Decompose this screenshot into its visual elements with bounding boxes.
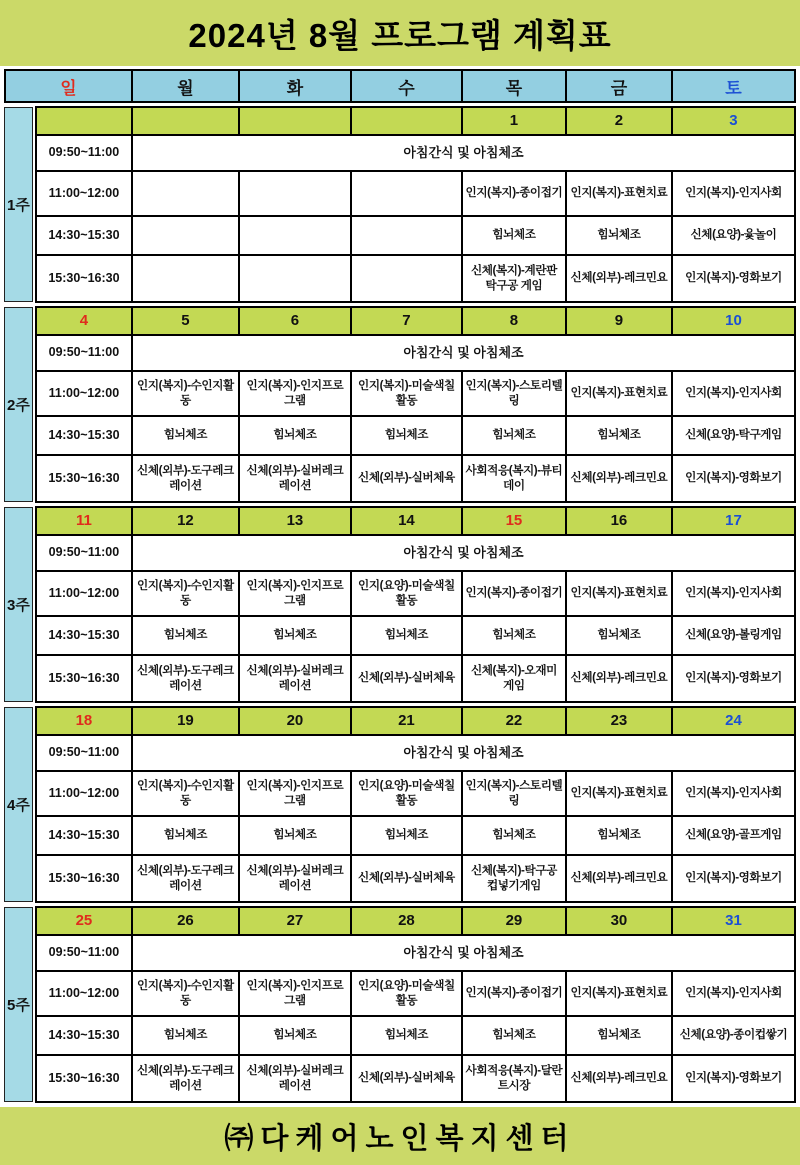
activity-cell: 신체(외부)-실버레크레이션 [240, 656, 352, 701]
page-title: 2024년 8월 프로그램 계획표 [0, 0, 800, 66]
activity-cell: 인지(복지)-인지프로그램 [240, 372, 352, 417]
activity-cell: 신체(외부)-도구레크레이션 [133, 656, 240, 701]
week-label: 5주 [4, 907, 33, 1102]
date-cell: 21 [352, 708, 463, 736]
week-block [4, 706, 796, 903]
date-cell: 20 [240, 708, 352, 736]
week-block [4, 306, 796, 503]
activity-cell: 인지(복지)-스토리텔링 [463, 772, 567, 817]
activity-cell: 인지(복지)-영화보기 [673, 656, 794, 701]
activity-cell [133, 172, 240, 217]
weeks-container [4, 106, 796, 1103]
date-cell: 26 [133, 908, 240, 936]
date-cell: 30 [567, 908, 673, 936]
date-cell: 31 [673, 908, 794, 936]
activity-cell: 신체(외부)-레크민요 [567, 856, 673, 901]
weekday-header-cell: 월 [133, 71, 240, 101]
morning-activity-cell: 아침간식 및 아침체조 [133, 136, 794, 172]
activity-cell [133, 256, 240, 301]
date-cell: 8 [463, 308, 567, 336]
activity-cell: 신체(복지)-계란판 탁구공 게임 [463, 256, 567, 301]
activity-cell: 인지(복지)-스토리텔링 [463, 372, 567, 417]
activity-cell: 인지(복지)-표현치료 [567, 772, 673, 817]
week-label: 1주 [4, 107, 33, 302]
time-cell: 15:30~16:30 [37, 856, 133, 901]
activity-cell: 인지(복지)-인지사회 [673, 172, 794, 217]
activity-cell: 인지(복지)-영화보기 [673, 256, 794, 301]
date-cell: 9 [567, 308, 673, 336]
date-cell: 11 [37, 508, 133, 536]
activity-cell: 인지(복지)-표현치료 [567, 972, 673, 1017]
weekday-header-cell: 토 [725, 78, 742, 98]
activity-cell: 인지(요양)-미술색칠활동 [352, 572, 463, 617]
activity-cell: 힘뇌체조 [352, 617, 463, 656]
activity-cell: 힘뇌체조 [240, 417, 352, 456]
date-cell: 16 [567, 508, 673, 536]
time-cell: 15:30~16:30 [37, 656, 133, 701]
weekday-header-cell: 수 [352, 71, 463, 101]
activity-cell: 힘뇌체조 [133, 1017, 240, 1056]
activity-cell: 인지(복지)-표현치료 [567, 172, 673, 217]
activity-cell: 사회적응(복지)-달란트시장 [463, 1056, 567, 1101]
date-cell: 5 [133, 308, 240, 336]
activity-cell: 인지(복지)-영화보기 [673, 856, 794, 901]
date-cell: 3 [673, 108, 794, 136]
date-cell: 18 [37, 708, 133, 736]
morning-activity-cell: 아침간식 및 아침체조 [133, 536, 794, 572]
activity-cell: 힘뇌체조 [567, 617, 673, 656]
activity-cell: 신체(외부)-도구레크레이션 [133, 1056, 240, 1101]
time-cell: 15:30~16:30 [37, 1056, 133, 1101]
activity-cell: 신체(외부)-실버레크레이션 [240, 856, 352, 901]
date-cell: 24 [673, 708, 794, 736]
activity-cell: 신체(외부)-실버체육 [352, 856, 463, 901]
week-block [4, 506, 796, 703]
activity-cell [240, 217, 352, 256]
date-cell: 29 [463, 908, 567, 936]
activity-cell: 힘뇌체조 [240, 817, 352, 856]
activity-cell: 신체(요양)-윷놀이 [673, 217, 794, 256]
date-cell [240, 108, 352, 136]
weekday-header-cell: 일 [6, 71, 133, 101]
weekday-header-cell: 화 [240, 71, 352, 101]
date-cell: 7 [352, 308, 463, 336]
time-cell: 09:50~11:00 [37, 936, 133, 972]
activity-cell: 인지(복지)-인지사회 [673, 772, 794, 817]
activity-cell [352, 217, 463, 256]
weekday-header-row [4, 69, 796, 103]
activity-cell: 인지(복지)-미술색칠활동 [352, 372, 463, 417]
activity-cell [352, 172, 463, 217]
activity-cell: 신체(외부)-실버체육 [352, 1056, 463, 1101]
time-cell: 14:30~15:30 [37, 817, 133, 856]
activity-cell: 신체(외부)-도구레크레이션 [133, 856, 240, 901]
activity-cell: 신체(요양)-골프게임 [673, 817, 794, 856]
time-cell: 14:30~15:30 [37, 1017, 133, 1056]
activity-cell: 인지(복지)-영화보기 [673, 1056, 794, 1101]
activity-cell: 힘뇌체조 [463, 1017, 567, 1056]
activity-cell: 인지(요양)-미술색칠활동 [352, 772, 463, 817]
activity-cell: 인지(복지)-표현치료 [567, 572, 673, 617]
week-grid [35, 506, 796, 703]
time-cell: 11:00~12:00 [37, 572, 133, 617]
time-cell: 09:50~11:00 [37, 736, 133, 772]
activity-cell: 인지(복지)-인지프로그램 [240, 772, 352, 817]
activity-cell: 힘뇌체조 [567, 417, 673, 456]
activity-cell: 힘뇌체조 [133, 617, 240, 656]
activity-cell: 신체(외부)-실버레크레이션 [240, 1056, 352, 1101]
activity-cell [352, 256, 463, 301]
time-cell: 11:00~12:00 [37, 772, 133, 817]
activity-cell: 인지(복지)-영화보기 [673, 456, 794, 501]
time-cell: 09:50~11:00 [37, 136, 133, 172]
date-cell: 25 [37, 908, 133, 936]
date-cell: 2 [567, 108, 673, 136]
date-cell: 6 [240, 308, 352, 336]
activity-cell: 인지(복지)-수인지활동 [133, 572, 240, 617]
week-grid [35, 706, 796, 903]
activity-cell: 신체(요양)-볼링게임 [673, 617, 794, 656]
activity-cell: 힘뇌체조 [352, 1017, 463, 1056]
week-label: 4주 [4, 707, 33, 902]
activity-cell: 힘뇌체조 [352, 417, 463, 456]
footer-center-name: ㈜다케어노인복지센터 [0, 1107, 800, 1165]
activity-cell: 인지(복지)-인지사회 [673, 572, 794, 617]
date-cell: 27 [240, 908, 352, 936]
date-cell: 12 [133, 508, 240, 536]
date-cell: 15 [463, 508, 567, 536]
activity-cell: 힘뇌체조 [240, 1017, 352, 1056]
date-cell [37, 108, 133, 136]
activity-cell: 인지(복지)-인지프로그램 [240, 972, 352, 1017]
activity-cell: 신체(외부)-실버체육 [352, 456, 463, 501]
activity-cell: 인지(요양)-미술색칠활동 [352, 972, 463, 1017]
date-cell [133, 108, 240, 136]
date-cell: 1 [463, 108, 567, 136]
time-cell: 09:50~11:00 [37, 336, 133, 372]
activity-cell: 힘뇌체조 [133, 417, 240, 456]
weekday-header-cell: 목 [463, 71, 567, 101]
time-cell: 14:30~15:30 [37, 417, 133, 456]
activity-cell: 인지(복지)-인지프로그램 [240, 572, 352, 617]
activity-cell: 힘뇌체조 [240, 617, 352, 656]
date-cell: 4 [37, 308, 133, 336]
activity-cell: 힘뇌체조 [567, 817, 673, 856]
activity-cell: 인지(복지)-수인지활동 [133, 372, 240, 417]
date-cell: 22 [463, 708, 567, 736]
activity-cell: 신체(외부)-레크민요 [567, 456, 673, 501]
activity-cell: 힘뇌체조 [463, 217, 567, 256]
activity-cell: 인지(복지)-수인지활동 [133, 972, 240, 1017]
activity-cell: 신체(외부)-레크민요 [567, 656, 673, 701]
week-grid [35, 106, 796, 303]
week-label: 2주 [4, 307, 33, 502]
activity-cell: 힘뇌체조 [567, 1017, 673, 1056]
date-cell: 14 [352, 508, 463, 536]
time-cell: 15:30~16:30 [37, 256, 133, 301]
activity-cell: 힘뇌체조 [352, 817, 463, 856]
activity-cell: 사회적응(복지)-뷰티데이 [463, 456, 567, 501]
activity-cell: 힘뇌체조 [567, 217, 673, 256]
activity-cell: 힘뇌체조 [463, 817, 567, 856]
time-cell: 11:00~12:00 [37, 972, 133, 1017]
time-cell: 11:00~12:00 [37, 372, 133, 417]
activity-cell: 신체(외부)-레크민요 [567, 256, 673, 301]
week-grid [35, 906, 796, 1103]
activity-cell: 신체(외부)-실버체육 [352, 656, 463, 701]
time-cell: 15:30~16:30 [37, 456, 133, 501]
time-cell: 09:50~11:00 [37, 536, 133, 572]
time-cell: 11:00~12:00 [37, 172, 133, 217]
week-label: 3주 [4, 507, 33, 702]
morning-activity-cell: 아침간식 및 아침체조 [133, 336, 794, 372]
time-cell: 14:30~15:30 [37, 217, 133, 256]
activity-cell: 신체(복지)-탁구공 컵넣기게임 [463, 856, 567, 901]
week-grid [35, 306, 796, 503]
activity-cell: 인지(복지)-인지사회 [673, 372, 794, 417]
activity-cell: 신체(요양)-탁구게임 [673, 417, 794, 456]
activity-cell: 인지(복지)-종이접기 [463, 172, 567, 217]
activity-cell [133, 217, 240, 256]
activity-cell: 힘뇌체조 [463, 617, 567, 656]
activity-cell: 힘뇌체조 [463, 417, 567, 456]
morning-activity-cell: 아침간식 및 아침체조 [133, 736, 794, 772]
activity-cell: 신체(외부)-레크민요 [567, 1056, 673, 1101]
calendar [4, 69, 796, 1103]
date-cell: 23 [567, 708, 673, 736]
date-cell [352, 108, 463, 136]
time-cell: 14:30~15:30 [37, 617, 133, 656]
date-cell: 17 [673, 508, 794, 536]
weekday-header-cell: 금 [567, 71, 673, 101]
week-block [4, 106, 796, 303]
activity-cell: 인지(복지)-종이접기 [463, 972, 567, 1017]
date-cell: 10 [673, 308, 794, 336]
date-cell: 13 [240, 508, 352, 536]
activity-cell: 인지(복지)-종이접기 [463, 572, 567, 617]
date-cell: 19 [133, 708, 240, 736]
activity-cell [240, 172, 352, 217]
activity-cell: 신체(외부)-도구레크레이션 [133, 456, 240, 501]
activity-cell [240, 256, 352, 301]
activity-cell: 인지(복지)-인지사회 [673, 972, 794, 1017]
morning-activity-cell: 아침간식 및 아침체조 [133, 936, 794, 972]
activity-cell: 신체(복지)-오재미 게임 [463, 656, 567, 701]
activity-cell: 신체(외부)-실버레크레이션 [240, 456, 352, 501]
activity-cell: 인지(복지)-표현치료 [567, 372, 673, 417]
date-cell: 28 [352, 908, 463, 936]
activity-cell: 신체(요양)-종이컵쌓기 [673, 1017, 794, 1056]
week-block [4, 906, 796, 1103]
activity-cell: 인지(복지)-수인지활동 [133, 772, 240, 817]
activity-cell: 힘뇌체조 [133, 817, 240, 856]
